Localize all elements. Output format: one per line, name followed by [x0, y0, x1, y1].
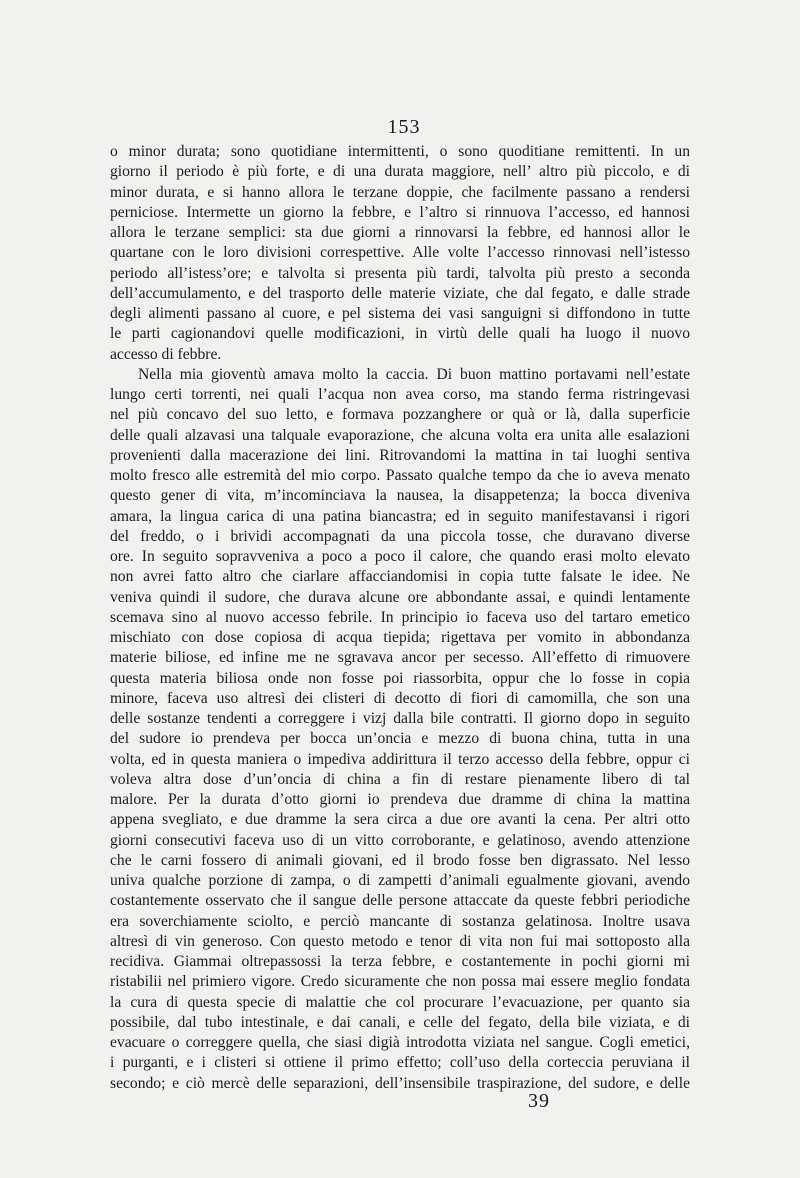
text-line: malore. Per la durata d’otto giorni io prendeva due dramme di china la mattina — [110, 791, 690, 808]
text-line: materie biliose, ed infine me ne sgravava ancor per secesso. All’effetto di rimuovere — [110, 649, 690, 667]
text-line: mischiato con dose copiosa di acqua tiepida; rigettava per vomito in abbondanza — [110, 629, 690, 646]
signature-mark: 39 — [528, 1090, 550, 1112]
text-line: giorno il periodo è più forte, e di una durata maggiore, nell’ altro più piccolo, e di — [110, 163, 690, 181]
text-line: costantemente osservato che il sangue delle persone attaccate da queste febbri periodiche — [110, 892, 690, 910]
text-line: giorni consecutivi faceva uso di un vitto corroborante, e gelatinoso, avendo attenzione — [110, 831, 690, 849]
text-line: recidiva. Giammai oltrepassossi la terza febbre, e costantemente in pochi giorni mi — [110, 953, 690, 970]
text-line: perniciose. Intermette un giorno la febbre, e l’altro si rinnuova l’accesso, ed hannosi — [110, 203, 690, 221]
text-line: allora le terzane semplici: sta due giorni a rinnovarsi la febbre, ed hannosi allor le — [110, 224, 690, 241]
text-line: ristabilii nel primiero vigore. Credo sicuramente che non possa mai essere meglio fondata — [110, 973, 690, 991]
text-line: accesso di febbre. — [110, 345, 222, 363]
text-line: appena svegliato, e due dramme la sera circa a due ore avanti la cena. Per altri otto — [110, 811, 690, 829]
text-line: minor durata, e si hanno allora le terzane doppie, che facilmente passano a rendersi — [110, 183, 690, 201]
text-line: nel più concavo del suo letto, e formava pozzanghere or quà or là, dalla superficie — [110, 406, 690, 424]
text-line: voleva altra dose d’un’oncia di china a fin di restare pienamente libero di tal — [110, 770, 690, 788]
text-line: molto fresco alle estremità del mio corpo. Passato qualche tempo da che io aveva menato — [110, 467, 690, 484]
text-line: delle sostanze tendenti a correggere i vizj dalla bile contratti. Il giorno dopo in seguito — [110, 710, 690, 727]
text-line: periodo all’istess’ore; e talvolta si presenta più tardi, talvolta più presto a seconda — [110, 264, 690, 282]
text-line: veniva quindi il sudore, che durava alcune ore abbondante assai, e quindi lentamente — [110, 588, 690, 606]
text-line: secondo; e ciò mercè delle separazioni, dell’insensibile traspirazione, del sudore, e delle — [110, 1074, 690, 1092]
page-number: 153 — [387, 116, 421, 138]
text-line: questo gener di vita, m’incominciava la nausea, la disappetenza; la bocca diveniva — [110, 487, 690, 505]
text-line: del freddo, o i brividi accompagnati da una piccola tosse, che duravano diverse — [110, 527, 690, 545]
text-line: questa materia biliosa onde non fosse poi riassorbita, oppur che lo fosse in copia — [110, 669, 690, 687]
text-line: che le carni fossero di animali giovani, ed il brodo fosse ben digrassato. Nel lesso — [110, 851, 690, 869]
text-line: i purganti, e i clisteri si ottiene il primo effetto; coll’uso della corteccia peruviana il — [110, 1054, 690, 1072]
text-line: delle quali alzavasi una talquale evaporazione, che alcuna volta era unita alle esalazioni — [110, 426, 690, 444]
text-line: evacuare o correggere quella, che siasi digià introdotta viziata nel sangue. Cogli emetici, — [110, 1034, 690, 1051]
text-line: degli alimenti passano al cuore, e pel sistema dei vasi sanguigni si diffondono in tutte — [110, 305, 690, 322]
text-line: altresì di vin generoso. Con questo metodo e tenor di vita non fui mai sottoposto alla — [110, 932, 690, 950]
text-line: le parti cagionandovi quelle modificazioni, in virtù delle quali ha luogo il nuovo — [110, 325, 690, 343]
text-line: volta, ed in questa maniera o impediva addirittura il terzo accesso della febbre, oppur ci — [110, 750, 690, 768]
text-line: dell’accumulamento, e del trasporto delle materie viziate, che dal fegato, e dalle strade — [110, 284, 690, 302]
text-line: minore, faceva uso altresì dei clisteri di decotto di fiori di camomilla, che son una — [110, 689, 690, 707]
text-line: provenienti dalla macerazione dei lini. Ritrovandomi la mattina in tai luoghi sentiva — [110, 446, 690, 464]
text-line: ore. In seguito sopravveniva a poco a poco il calore, che quando erasi molto elevato — [110, 548, 690, 565]
text-line: la cura di questa specie di malattie che col procurare l’evacuazione, per quanto sia — [110, 993, 690, 1011]
text-line: univa qualche porzione di zampa, o di zampetti d’animali egualmente giovani, avendo — [110, 872, 690, 889]
text-line: era soverchiamente sciolto, e perciò mancante di sostanza gelatinosa. Inoltre usava — [110, 912, 690, 930]
text-line: amara, la lingua carica di una patina biancastra; ed in seguito manifestavansi i rigori — [110, 507, 690, 525]
text-line: scemava sino al nuovo accesso febrile. In principio io faceva uso del tartaro emetico — [110, 608, 690, 626]
text-line: del sudore io prendeva per bocca un’oncia e mezzo di buona china, tutta in una — [110, 730, 690, 748]
text-line: lungo certi torrenti, nei quali l’acqua non avea corso, ma stando ferma ristringevasi — [110, 386, 690, 403]
body-text — [110, 142, 690, 1094]
text-line: Nella mia gioventù amava molto la caccia. Di buon mattino portavami nell’estate — [138, 365, 690, 383]
text-line: o minor durata; sono quotidiane intermittenti, o sono quoditiane remittenti. In un — [110, 143, 690, 160]
text-line: quartane con le loro divisioni correspettive. Alle volte l’accesso rinnovasi nell’istesso — [110, 244, 690, 262]
text-line: non avrei fatto altro che ciarlare affacciandomisi in copia tutte falsate le idee. Ne — [110, 568, 690, 586]
text-line: possibile, dal tubo intestinale, e dai canali, e celle del fegato, della bile viziata, e di — [110, 1013, 690, 1031]
